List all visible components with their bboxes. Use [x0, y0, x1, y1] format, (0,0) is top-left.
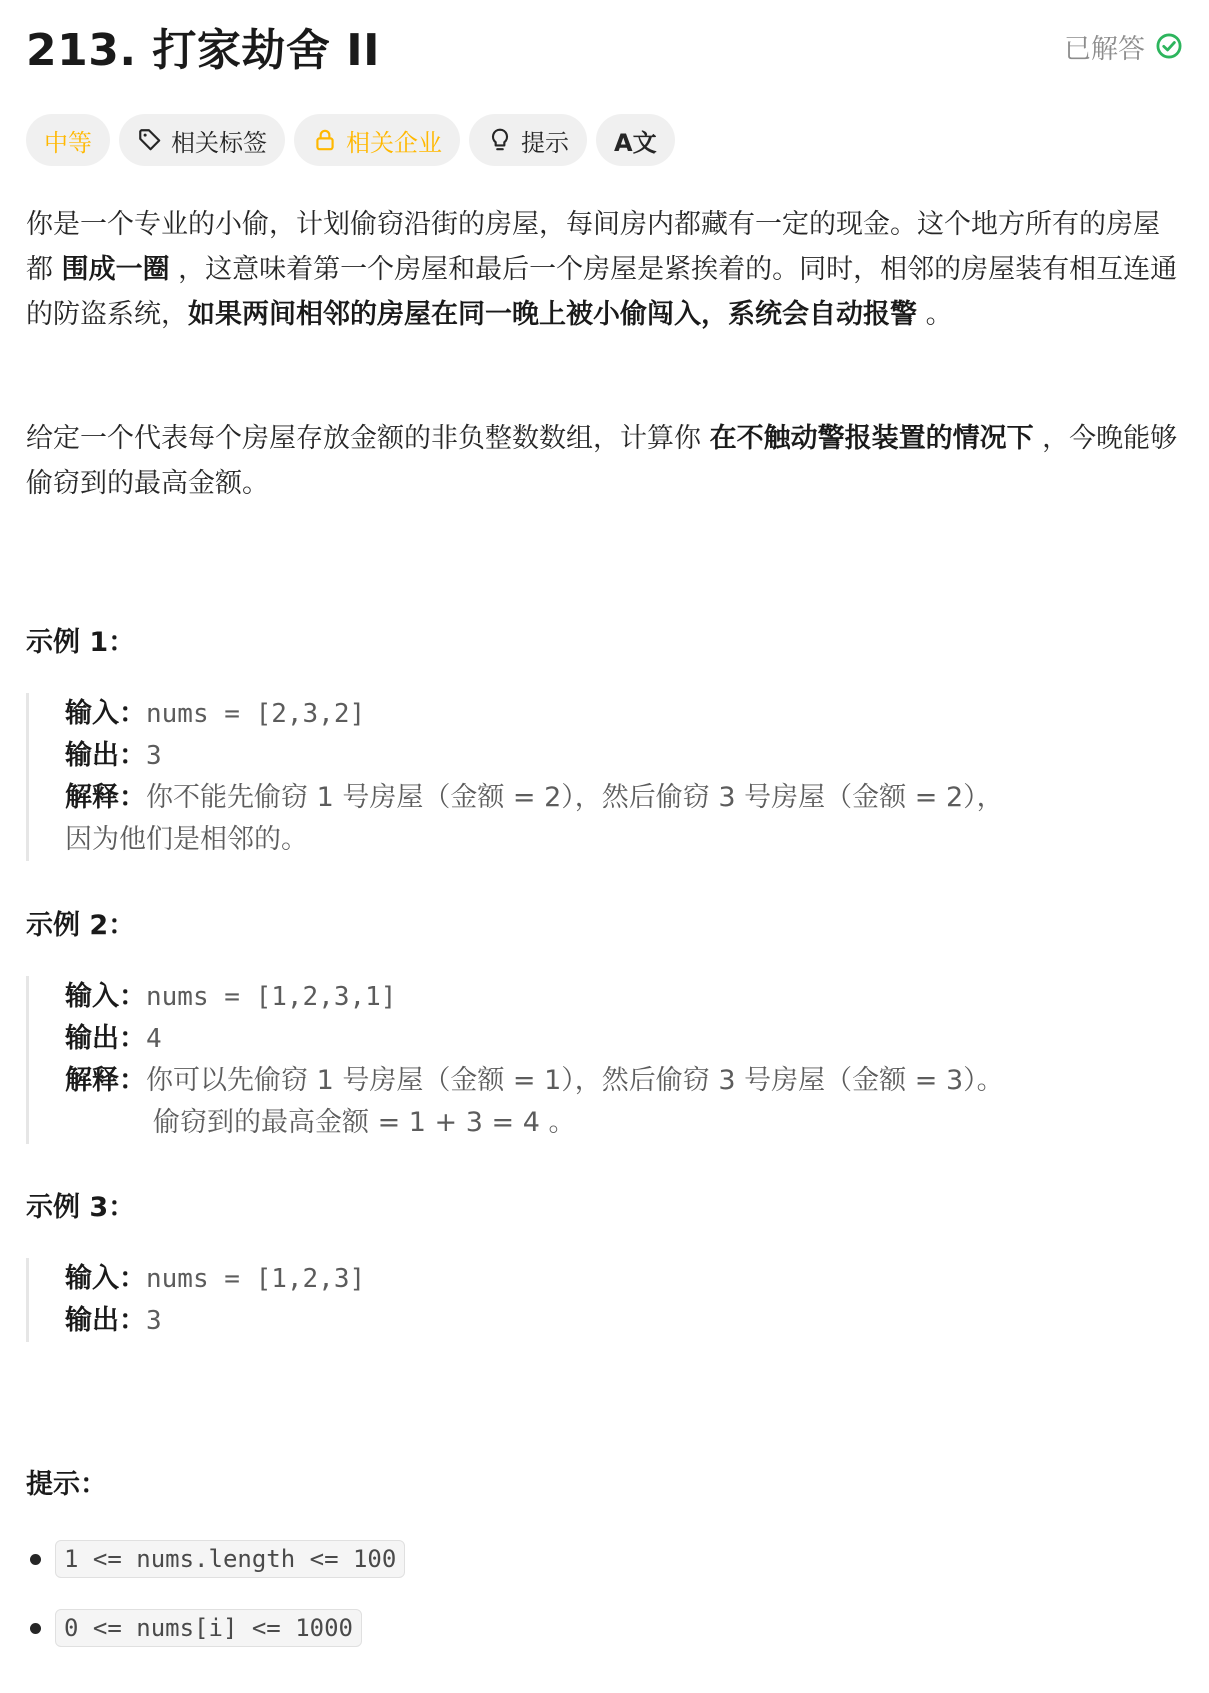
input-label: 输入： [65, 1263, 146, 1294]
related-companies-label: 相关企业 [346, 128, 442, 157]
description-text: ，今晚能够偷窃到的最高金额。 [26, 423, 1178, 499]
bullet [30, 1623, 41, 1634]
description-paragraph-2 [26, 416, 1186, 506]
description-paragraph-1 [26, 202, 1186, 337]
explain-text: 你可以先偷窃 1 号房屋（金额 = 1），然后偷窃 3 号房屋（金额 = 3）。 [146, 1065, 1004, 1096]
translate-button[interactable] [596, 114, 675, 166]
description-text: 。 [917, 299, 953, 330]
example-3-title: 示例 3： [26, 1192, 136, 1223]
output-label: 输出： [65, 1305, 146, 1336]
description-text: 给定一个代表每个房屋存放金额的非负整数数组，计算你 [26, 423, 710, 454]
problem-header [26, 16, 1183, 76]
related-tags-label: 相关标签 [171, 128, 267, 157]
example-2-block [26, 976, 1186, 1144]
tag-icon [137, 127, 163, 153]
explain-label: 解释： [65, 782, 146, 813]
description-emphasis: 围成一圈 [61, 254, 170, 285]
constraint-code: 0 <= nums[i] <= 1000 [55, 1609, 362, 1647]
explain-text: 偷窃到的最高金额 = 1 + 3 = 4 。 [153, 1107, 576, 1138]
input-value: nums = [1,2,3,1] [146, 982, 397, 1012]
description-text: ，这意味着第一个房屋和最后一个房屋是紧挨着的。同时，相邻的房屋装有相互连通的防盗系统， [26, 254, 1178, 330]
explain-label: 解释： [65, 1065, 146, 1096]
solved-status-label: 已解答 [1064, 33, 1145, 65]
tag-bar [26, 114, 675, 166]
hint-label: 提示 [521, 128, 569, 157]
output-value: 3 [146, 741, 162, 771]
description-emphasis: 在不触动警报装置的情况下 [709, 423, 1034, 454]
example-3-block [26, 1258, 1186, 1342]
solved-status [1064, 27, 1183, 66]
example-2-title: 示例 2： [26, 910, 136, 941]
explain-text: 你不能先偷窃 1 号房屋（金额 = 2），然后偷窃 3 号房屋（金额 = 2）， [146, 782, 1004, 813]
translate-icon: A文 [614, 128, 657, 157]
bullet [30, 1554, 41, 1565]
lightbulb-icon [487, 127, 513, 153]
input-label: 输入： [65, 698, 146, 729]
constraint-item [30, 1540, 405, 1578]
explain-text: 因为他们是相邻的。 [65, 824, 308, 855]
output-label: 输出： [65, 1023, 146, 1054]
description-text: 你是一个专业的小偷，计划偷窃沿街的房屋，每间房内都藏有一定的现金。这个地方所有的房屋都 [26, 209, 1160, 285]
related-companies-button[interactable] [294, 114, 460, 166]
difficulty-label: 中等 [44, 128, 92, 157]
constraint-item [30, 1609, 362, 1647]
hint-button[interactable] [469, 114, 587, 166]
example-1-title: 示例 1： [26, 627, 136, 658]
problem-title: 213. 打家劫舍 II [26, 25, 380, 76]
difficulty-badge [26, 114, 110, 166]
check-circle-icon [1155, 32, 1183, 60]
input-value: nums = [2,3,2] [146, 699, 366, 729]
description-emphasis: 如果两间相邻的房屋在同一晚上被小偷闯入，系统会自动报警 [188, 299, 917, 330]
input-value: nums = [1,2,3] [146, 1264, 366, 1294]
input-label: 输入： [65, 981, 146, 1012]
lock-icon [312, 127, 338, 153]
output-value: 3 [146, 1306, 162, 1336]
related-tags-button[interactable] [119, 114, 285, 166]
output-value: 4 [146, 1024, 162, 1054]
constraints-title: 提示： [26, 1469, 107, 1500]
output-label: 输出： [65, 740, 146, 771]
constraint-code: 1 <= nums.length <= 100 [55, 1540, 405, 1578]
example-1-block [26, 693, 1186, 861]
